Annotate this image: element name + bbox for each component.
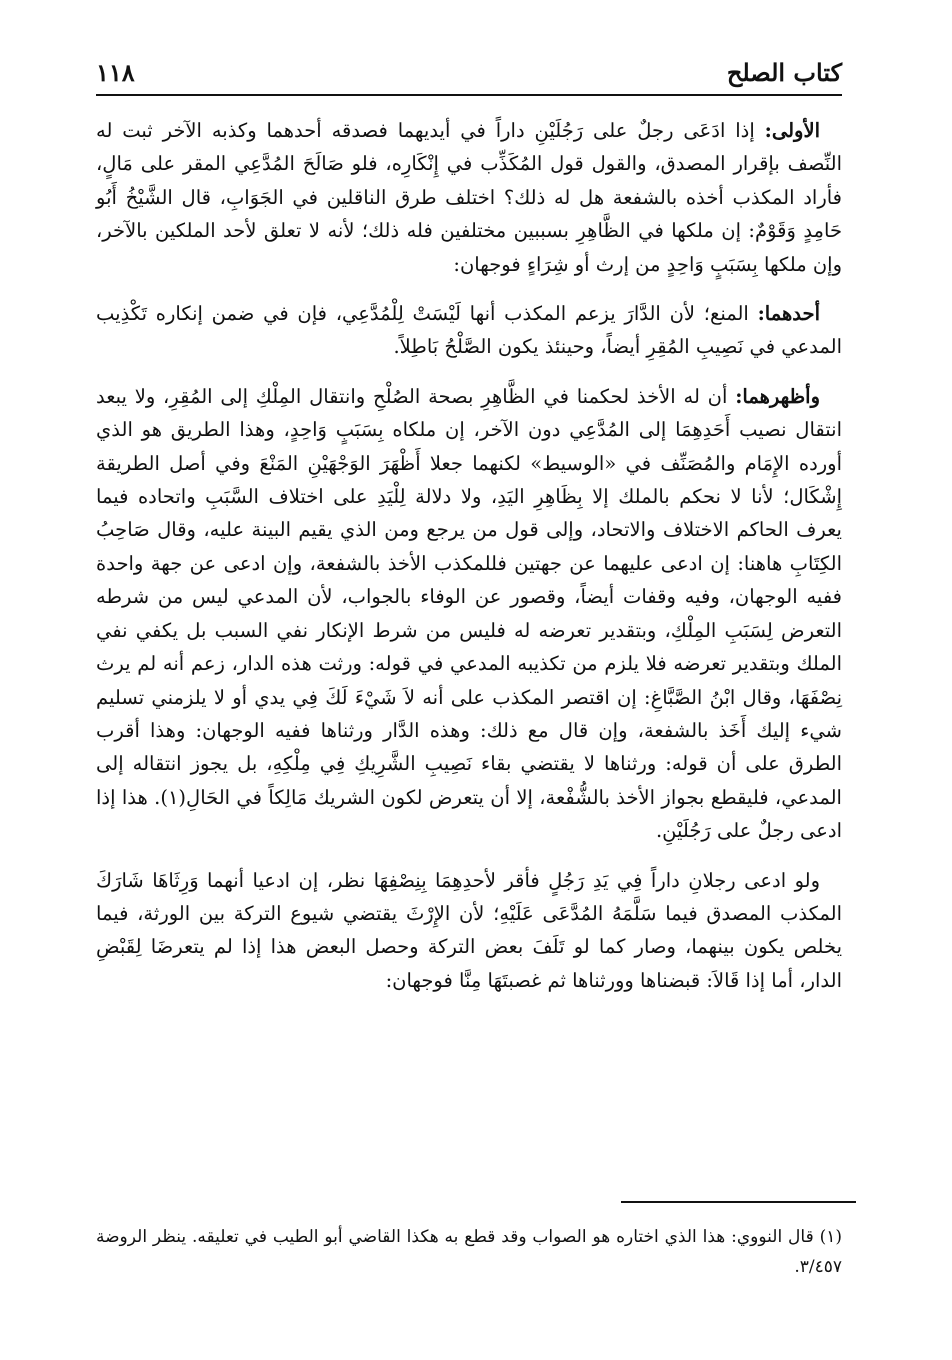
running-title: كتاب الصلح <box>726 58 842 87</box>
paragraph-lead: وأظهرهما: <box>735 384 820 408</box>
paragraph-text: إذا ادَعَى رجلٌ على رَجُلَيْنِ داراً في أيديهما فصدقه أحدهما وكذبه الآخر ثبت له النِّصف بإقرار المصدق، والقول قول المُكَذِّب في إِنْكَارِه، فلو صَالَحَ المُدَّعِي المقر على مَالٍ، فأراد المكذب أخذه بالشفعة هل له ذلك؟ اختلف طرق الناقلين في الجَوَابِ، قال الشَّيْخُ أَبُو حَامِدٍ وَقَوْمٌ: إن ملكها في الظَّاهِرِ بسببين مختلفين فله ذلك؛ لأنه لا تعلق لأحد الملكين بالآخر، وإن ملكها بِسَبَبٍ وَاحِدٍ من إرث أو شِرَاءٍ فوجهان: <box>96 119 842 276</box>
paragraph-two-claimants <box>96 864 842 998</box>
paragraph-lead: أحدهما: <box>757 302 821 326</box>
footnote-divider <box>621 1201 856 1203</box>
paragraph-lead: الأولى: <box>764 119 820 142</box>
paragraph-text: المنع؛ لأن الدَّارَ يزعم المكذب أنها لَيْسَتْ لِلْمُدَّعِي، فإن في ضمن إنكاره تَكْذِيب المدعي في نَصِيبِ المُقِرِ أيضاً، وحينئذ يكون الصَّلْحُ بَاطِلاً. <box>96 302 842 359</box>
main-text <box>96 114 842 997</box>
paragraph-text: أن له الأخذ لحكمنا في الظَّاهِرِ بصحة الصُلْحِ وانتقال المِلْكِ إلى المُقِرِ، ولا يبعد انتقال نصيب أَحَدِهِمَا إلى المُدَّعِي دون الآخر، إن ملكاه بِسَبَبٍ وَاحِدٍ، وهذا الطريق هو الذي أورده الإِمَام والمُصَنِّف في «الوسيط» لكنهما جعلا أَظْهَرَ الوَجْهَيْنِ المَنْعَ وفي أصل الطريقة إِشْكَال؛ لأنا لا نحكم بالملك إلا بِظَاهِرِ اليَدِ، ولا دلالة لِلْيَدِ على اختلاف السَّبَبِ واتحاده فيما يعرف الحاكم الاختلاف والاتحاد، وإلى قول من يرجع ومن الذي يقيم البينة عليه، وقال صَاحِبُ الكِتَابِ هاهنا: إن ادعى عليهما عن جهتين فللمكذب الأخذ بالشفعة، وإن ادعى عن جهة واحدة ففيه الوجهان، وفيه وقفات أيضاً، وقصور عن الوفاء بالجواب، لأن المدعي ليس من شرطه التعرض لِسَبَبِ المِلْكِ، وبتقدير تعرضه له فليس من شرط الإنكار نفي السبب بل يكفي نفي الملك وبتقدير تعرضه فلا يلزم من تكذيبه المدعي في قوله: ورثت هذه الدار، زعم أنه لم يرث نِصْفَهَا، وقال ابْنُ الصَّبَّاغِ: إن اقتصر المكذب على أنه لاَ شَيْءَ لَكَ فِي يدي أو لا يلزمني تسليم شيء إليك أَخَذ بالشفعة، وإن قال مع ذلك: وهذه الدَّار ورثناها ففيه الوجهان: وهذا أقرب الطرق على أن قوله: ورثناها لا يقتضي بقاء نَصِيبِ الشَّرِيكِ فِي مِلْكِهِ، بل يجوز انتقاله إلى المدعي، فليقطع بجواز الأخذ بالشُّفْعة، إلا أن يتعرض لكون الشريك مَالِكاً في الحَالِ(١). هذا إذا ادعى رجلٌ على رَجُلَيْنِ. <box>96 384 842 843</box>
paragraph-first-issue <box>96 114 842 281</box>
paragraph-first-view <box>96 297 842 364</box>
page-header <box>96 54 842 96</box>
footnote: (١) قال النووي: هذا الذي اختاره هو الصواب وقد قطع به هكذا القاضي أبو الطيب في تعليقه. ينظر الروضة ٣/٤٥٧. <box>96 1227 842 1277</box>
paragraph-text: ولو ادعى رجلانِ داراً فِي يَدِ رَجُلٍ فأقر لأحدِهِمَا بِنِصْفِهَا نظر، إن ادعيا أنهما وَرِثَاهَا شَارَكَ المكذب المصدق فيما سَلَّمَهُ المُدَّعَى عَلَيْهِ؛ لأن الإِرْثَ يقتضي شيوع التركة بين الورثة، فيما يخلص يكون بينهما، وصار كما لو تَلَفَ بعض التركة وحصل البعض هذا إذا لم يتعرضَا لِقَبْضِ الدار، أما إذا قَالاَ: قبضناها وورثناها ثم غصبتَهَا مِنَّا فوجهان: <box>96 868 842 992</box>
paragraph-stronger-view <box>96 380 842 848</box>
page-number: ١١٨ <box>96 58 135 87</box>
